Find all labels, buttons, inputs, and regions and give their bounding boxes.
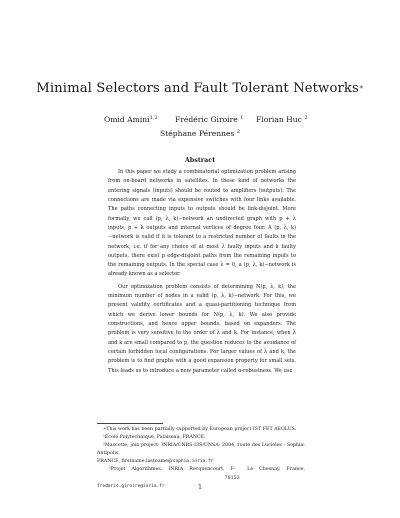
- footnote-word: ³Projet: [109, 467, 126, 473]
- footnote-rule: [97, 423, 163, 424]
- footnote-word: France,: [286, 467, 305, 473]
- author-affiliation-mark: 1,2: [149, 115, 158, 121]
- paper-title-text: Minimal Selectors and Fault Tolerant Networks: [36, 81, 359, 96]
- footnote-email: sophia.inria.fr: [172, 459, 214, 465]
- footnote-funding: ∗This work has been partially supported by European project IST FET AEOLUS.: [103, 427, 297, 432]
- title-footnote-mark: ∗: [358, 83, 364, 91]
- author-name: Omid Amini: [104, 115, 150, 124]
- abstract-heading: Abstract: [184, 156, 216, 164]
- paper-title: [0, 81, 400, 97]
- footnote-word: Rocquencourt,: [189, 467, 225, 473]
- footnote-text: FRANCE, firstname.lastname@: [97, 459, 173, 465]
- page-number: 1: [198, 484, 202, 491]
- author-affiliation-mark: 2: [236, 129, 240, 135]
- author-affiliation-mark: 2: [304, 115, 308, 121]
- abstract-paragraph-2: Our optimization problem consists of determining N(p, λ, k), the minimum number of nodes in a valid (p, λ, k)−network. For this, we present validity certificates and a quasi-partitioning technique from which we derive lower bounds for N(p, λ, k). We also provide constructions, and hence upper bounds, based on expanders. The problem is very sensitive to the order of λ and k. For instance, when λ and k are small compared to p, the question reduces to the avoidance of certain forbidden local configurations. For larger values of λ and k, the problem is to find graphs with a good expansion property for small sets. This leads us to introduce a new parameter called α-robustness. We use: [108, 283, 296, 374]
- abstract-paragraph-1: In this paper we study a combinatorial optimization problem arising from on-board networks in satellites. In these kind of networks the entering signals (inputs) should be routed to amplifiers (outputs). The connections are made via expensive switches with four links available. The paths connecting inputs to outputs should be link-disjoint. More formally, we call (p, λ, k)−network an undirected graph with p + λ inputs, p + k outputs and internal vertices of degree four. A (p, λ, k)−network is valid if it is tolerant to a restricted number of faults in the network, i.e. if for any choice of at most λ faulty inputs and k faulty outputs, there exist p edge-disjoint paths from the remaining inputs to the remaining outputs. In the special case λ = 0, a (p, λ, k)−network is already known as a selector.: [108, 169, 296, 278]
- author-affiliation-mark: 1: [240, 115, 244, 121]
- author-omid-amini: [104, 115, 158, 125]
- author-name: Frédéric Giroire: [175, 115, 238, 124]
- author-frederic-giroire: [175, 115, 243, 125]
- footnote-affiliation-1: ¹École Polytechnique, Palaiseau, FRANCE.: [103, 435, 206, 441]
- author-florian-huc: [256, 115, 308, 125]
- footnote-affiliation-3: [97, 466, 305, 482]
- footnotes: [97, 426, 305, 491]
- author-stephane-perennes: [160, 129, 240, 139]
- abstract-body: [108, 168, 296, 376]
- footnote-word: Algorithmes,: [131, 467, 163, 473]
- author-name: Florian Huc: [256, 115, 302, 124]
- footnote-word: F-78153: [224, 467, 240, 481]
- footnote-affiliation-2: ²Mascotte, join project- INRIA/CNRS-I3S/UNSA- 2004, route des Lucioles - Sophia-Antipolis,: [97, 443, 305, 457]
- footnote-email: frederic.giroire@inria.fr: [97, 483, 165, 489]
- footnote-word: INRIA: [168, 467, 184, 473]
- footnote-affiliation-2-cont: [97, 458, 305, 466]
- footnote-word: Le: [247, 467, 254, 473]
- footnote-word: Chesnay,: [259, 467, 281, 473]
- author-name: Stéphane Pérennes: [160, 129, 235, 138]
